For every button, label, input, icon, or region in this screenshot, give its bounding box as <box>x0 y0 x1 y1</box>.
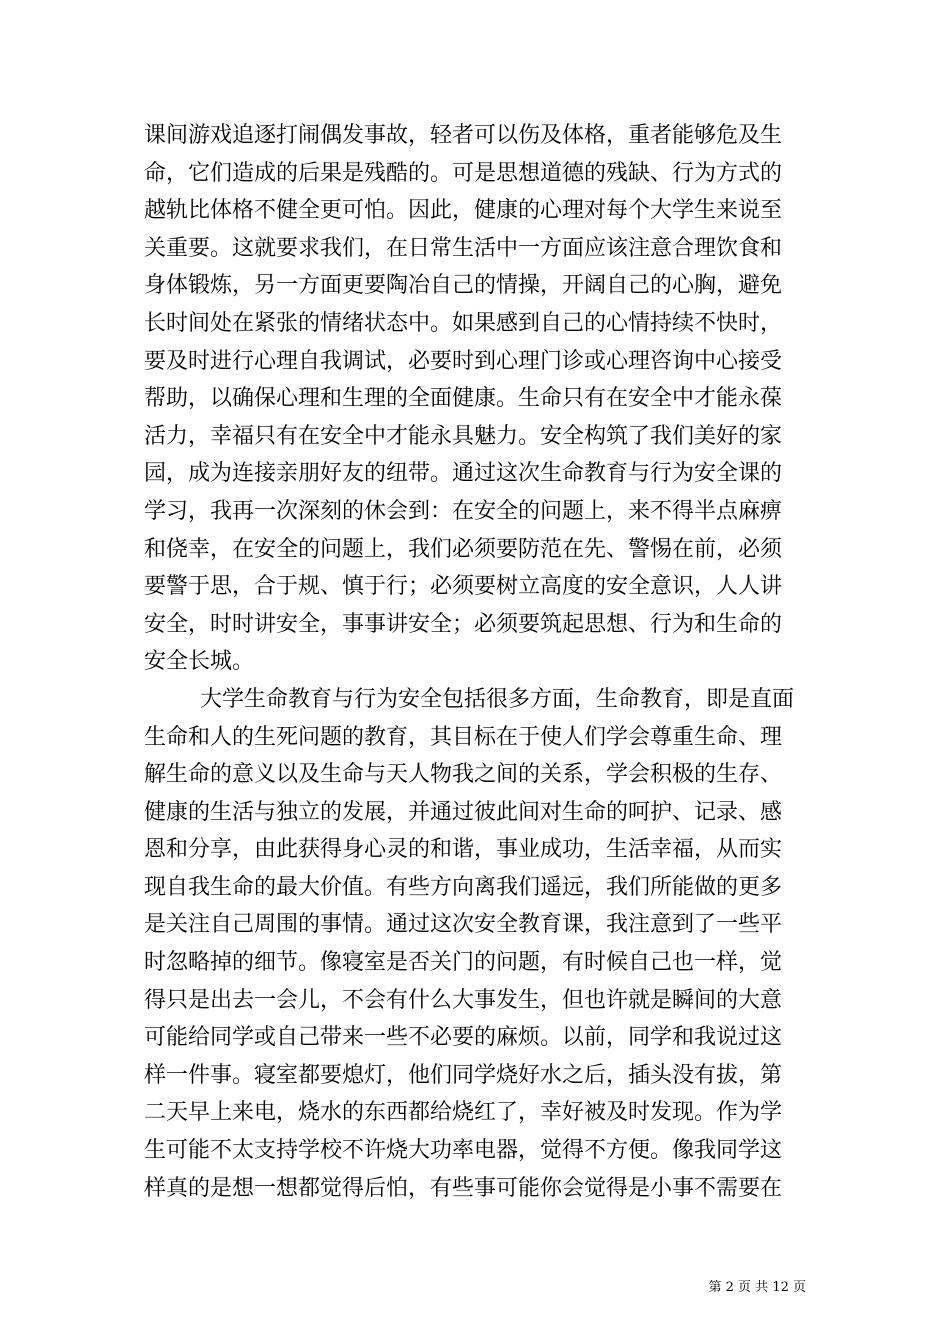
text-line: 时忽略掉的细节。像寝室是否关门的问题，有时候自己也一样，觉 <box>144 950 783 976</box>
text-line: 样一件事。寝室都要熄灯，他们同学烧好水之后，插头没有拔，第 <box>144 1062 783 1088</box>
text-line: 安全长城。 <box>144 649 255 675</box>
body-text <box>144 117 814 1207</box>
text-line: 要警于思，合于规、慎于行；必须要树立高度的安全意识，人人讲 <box>144 574 783 600</box>
text-line: 得只是出去一会儿，不会有什么大事发生，但也许就是瞬间的大意 <box>144 987 783 1013</box>
text-line: 生可能不太支持学校不许烧大功率电器，觉得不方便。像我同学这 <box>144 1138 783 1164</box>
text-line: 活力，幸福只有在安全中才能永具魅力。安全构筑了我们美好的家 <box>144 423 783 449</box>
paragraph <box>144 681 814 1207</box>
text-line: 恩和分享，由此获得身心灵的和谐，事业成功，生活幸福，从而实 <box>144 837 783 863</box>
page-number-footer: 第 2 页 共 12 页 <box>708 1280 806 1295</box>
text-line: 解生命的意义以及生命与天人物我之间的关系，学会积极的生存、 <box>144 762 783 788</box>
text-line: 安全，时时讲安全，事事讲安全；必须要筑起思想、行为和生命的 <box>144 611 783 637</box>
text-line: 生命和人的生死问题的教育，其目标在于使人们学会尊重生命、理 <box>144 724 783 750</box>
text-line: 园，成为连接亲朋好友的纽带。通过这次生命教育与行为安全课的 <box>144 461 783 487</box>
text-line: 样真的是想一想都觉得后怕，有些事可能你会觉得是小事不需要在 <box>144 1175 783 1201</box>
text-line: 长时间处在紧张的情绪状态中。如果感到自己的心情持续不快时， <box>144 310 783 336</box>
paragraph <box>144 117 814 681</box>
text-line: 和侥幸，在安全的问题上，我们必须要防范在先、警惕在前，必须 <box>144 536 783 562</box>
text-line: 健康的生活与独立的发展，并通过彼此间对生命的呵护、记录、感 <box>144 799 783 825</box>
text-line: 课间游戏追逐打闹偶发事故，轻者可以伤及体格，重者能够危及生 <box>144 123 783 148</box>
text-line: 关重要。这就要求我们，在日常生活中一方面应该注意合理饮食和 <box>144 235 783 261</box>
text-line: 命，它们造成的后果是残酷的。可是思想道德的残缺、行为方式的 <box>144 160 783 186</box>
text-line: 现自我生命的最大价值。有些方向离我们遥远，我们所能做的更多 <box>144 874 783 900</box>
text-line: 帮助，以确保心理和生理的全面健康。生命只有在安全中才能永葆 <box>144 386 783 412</box>
text-line: 大学生命教育与行为安全包括很多方面，生命教育，即是直面 <box>200 686 795 712</box>
text-line: 二天早上来电，烧水的东西都给烧红了，幸好被及时发现。作为学 <box>144 1100 783 1126</box>
text-line: 可能给同学或自己带来一些不必要的麻烦。以前，同学和我说过这 <box>144 1025 783 1051</box>
text-line: 学习，我再一次深刻的休会到：在安全的问题上，来不得半点麻痹 <box>144 498 783 524</box>
text-line: 要及时进行心理自我调试，必要时到心理门诊或心理咨询中心接受 <box>144 348 783 374</box>
text-line: 越轨比体格不健全更可怕。因此，健康的心理对每个大学生来说至 <box>144 198 783 224</box>
text-line: 身体锻炼，另一方面更要陶冶自己的情操，开阔自己的心胸，避免 <box>144 273 783 299</box>
text-line: 是关注自己周围的事情。通过这次安全教育课，我注意到了一些平 <box>144 912 783 938</box>
